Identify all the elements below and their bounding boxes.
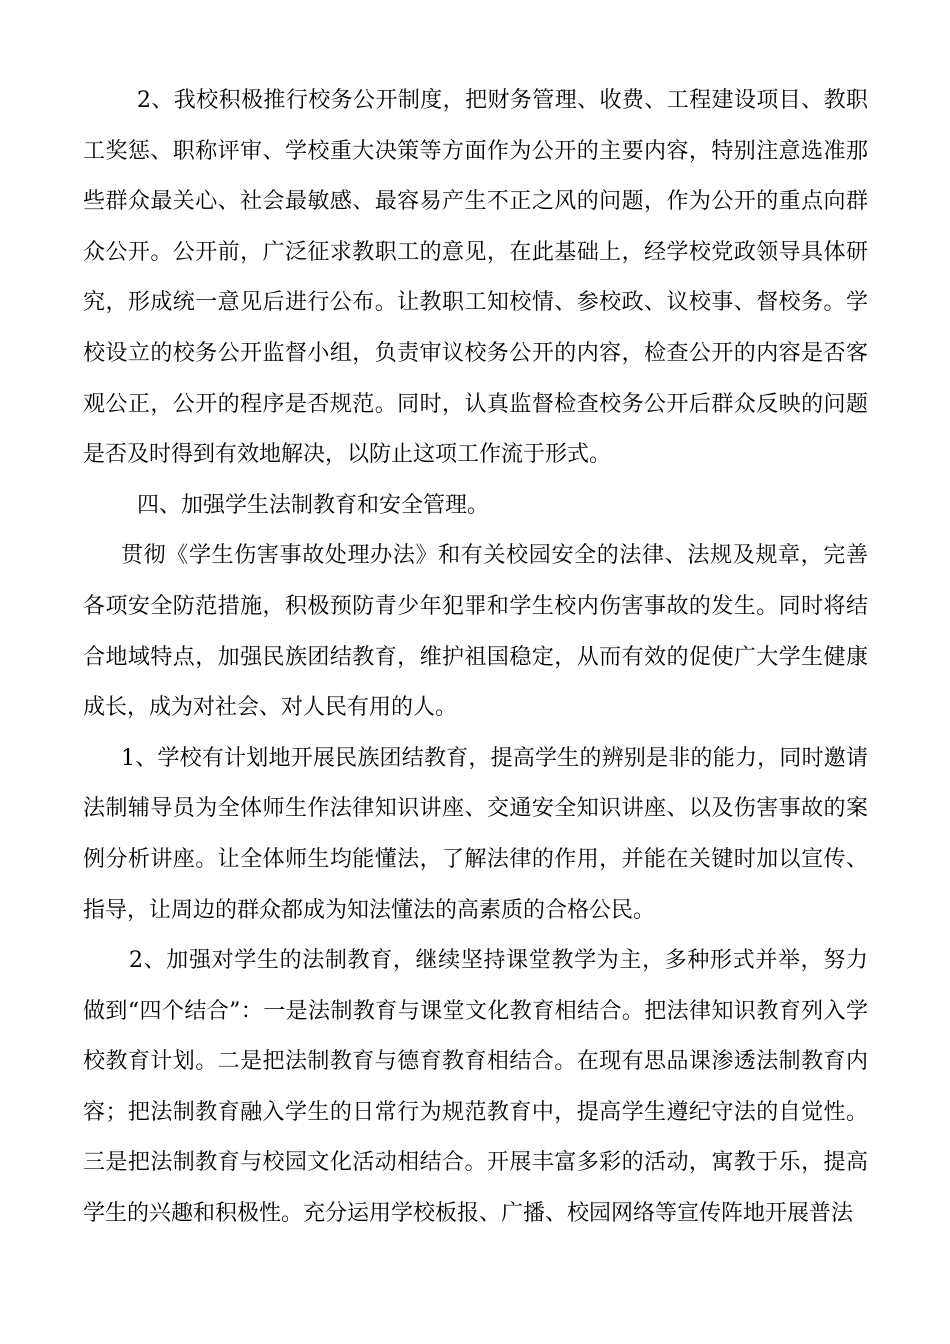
paragraph-ethnic-unity-education: 1、学校有计划地开展民族团结教育，提高学生的辨别是非的能力，同时邀请法制辅导员为全体师生作法律知识讲座、交通安全知识讲座、以及伤害事故的案例分析讲座。让全体师生均能懂法，了解法律的作用，并能在关键时加以宣传、指导，让周边的群众都成为知法懂法的高素质的合格公民。 <box>83 745 868 923</box>
document-body <box>83 76 868 1240</box>
paragraph-campus-safety: 贯彻《学生伤害事故处理办法》和有关校园安全的法律、法规及规章，完善各项安全防范措施，积极预防青少年犯罪和学生校内伤害事故的发生。同时将结合地域特点，加强民族团结教育，维护祖国稳定，从而有效的促使广大学生健康成长，成为对社会、对人民有用的人。 <box>83 543 868 721</box>
paragraph-four-combinations: 2、加强对学生的法制教育，继续坚持课堂教学为主，多种形式并举，努力做到“四个结合”：一是法制教育与课堂文化教育相结合。把法律知识教育列入学校教育计划。二是把法制教育与德育教育相结合。在现有思品课渗透法制教育内容；把法制教育融入学生的日常行为规范教育中，提高学生遵纪守法的自觉性。三是把法制教育与校园文化活动相结合。开展丰富多彩的活动，寓教于乐，提高学生的兴趣和积极性。充分运用学校板报、广播、校园网络等宣传阵地开展普法 <box>83 948 868 1227</box>
paragraph-school-affairs-disclosure: 2、我校积极推行校务公开制度，把财务管理、收费、工程建设项目、教职工奖惩、职称评审、学校重大决策等方面作为公开的主要内容，特别注意选准那些群众最关心、社会最敏感、最容易产生不正之风的问题，作为公开的重点向群众公开。公开前，广泛征求教职工的意见，在此基础上，经学校党政领导具体研究，形成统一意见后进行公布。让教职工知校情、参校政、议校事、督校务。学校设立的校务公开监督小组，负责审议校务公开的内容，检查公开的内容是否客观公正，公开的程序是否规范。同时，认真监督检查校务公开后群众反映的问题是否及时得到有效地解决，以防止这项工作流于形式。 <box>83 88 868 468</box>
section-heading-legal-education: 四、加强学生法制教育和安全管理。 <box>137 492 490 518</box>
